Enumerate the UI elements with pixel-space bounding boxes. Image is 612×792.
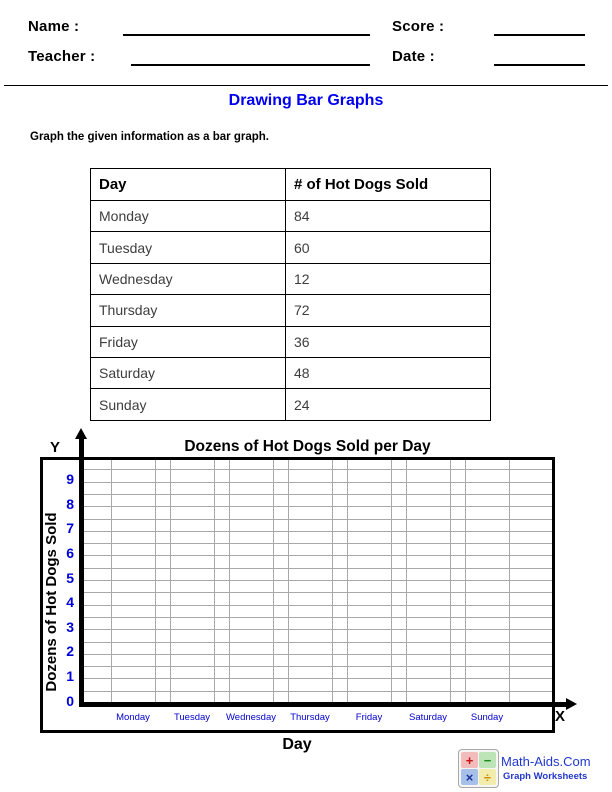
x-axis-title: Day: [282, 736, 312, 753]
day-cell: Saturday: [91, 357, 286, 388]
x-category-label: Saturday: [408, 712, 448, 723]
y-tick-label: 4: [66, 594, 74, 611]
score-label: Score :: [392, 18, 445, 35]
gridline-horizontal: [84, 629, 552, 630]
chart-title: Dozens of Hot Dogs Sold per Day: [184, 438, 431, 455]
gridline-horizontal: [84, 519, 552, 520]
column-header: Day: [91, 169, 286, 201]
y-tick-label: 7: [66, 520, 74, 537]
y-tick-label: 6: [66, 544, 74, 561]
day-cell: Friday: [91, 326, 286, 357]
y-tick-label: 1: [66, 667, 74, 684]
gridline-horizontal: [84, 592, 552, 593]
teacher-label: Teacher :: [28, 48, 96, 65]
gridline-horizontal: [84, 691, 552, 692]
column-header: # of Hot Dogs Sold: [286, 169, 491, 201]
y-tick-label: 9: [66, 471, 74, 488]
y-axis-letter: Y: [50, 439, 61, 456]
value-cell: 48: [286, 357, 491, 388]
gridline-horizontal: [84, 617, 552, 618]
gridline-horizontal: [84, 469, 552, 470]
value-cell: 60: [286, 232, 491, 263]
gridline-horizontal: [84, 568, 552, 569]
gridline-horizontal: [84, 666, 552, 667]
gridline-horizontal: [84, 642, 552, 643]
day-cell: Thursday: [91, 295, 286, 326]
gridline-horizontal: [84, 494, 552, 495]
y-tick-label: 0: [66, 692, 74, 709]
day-cell: Sunday: [91, 389, 286, 420]
plus-icon: +: [461, 752, 478, 768]
x-axis-letter: X: [555, 708, 566, 725]
x-category-label: Wednesday: [226, 712, 276, 723]
day-cell: Tuesday: [91, 232, 286, 263]
gridline-horizontal: [84, 678, 552, 679]
x-category-label: Tuesday: [173, 712, 211, 723]
y-tick-label: 3: [66, 618, 74, 635]
page-title: Drawing Bar Graphs: [228, 92, 384, 109]
x-category-label: Sunday: [470, 712, 504, 723]
x-axis-arrow-icon: [566, 698, 577, 710]
gridline-horizontal: [84, 580, 552, 581]
y-tick-label: 2: [66, 643, 74, 660]
name-label: Name :: [28, 18, 80, 35]
gridline-horizontal: [84, 531, 552, 532]
minus-icon: −: [479, 752, 496, 768]
gridline-horizontal: [84, 482, 552, 483]
gridline-horizontal: [84, 506, 552, 507]
math-aids-logo: [458, 749, 499, 788]
instruction-text: Graph the given information as a bar graph.: [30, 131, 269, 143]
day-cell: Monday: [91, 201, 286, 232]
gridline-horizontal: [84, 605, 552, 606]
y-tick-label: 5: [66, 569, 74, 586]
day-cell: Wednesday: [91, 263, 286, 294]
x-category-label: Thursday: [290, 712, 330, 723]
value-cell: 24: [286, 389, 491, 420]
brand-name: Math-Aids.Com: [501, 754, 591, 769]
brand-tagline: Graph Worksheets: [503, 771, 588, 782]
x-category-label: Friday: [355, 712, 383, 723]
divide-icon: ÷: [479, 769, 496, 785]
gridline-horizontal: [84, 543, 552, 544]
x-axis-line: [79, 702, 567, 707]
value-cell: 72: [286, 295, 491, 326]
value-cell: 84: [286, 201, 491, 232]
date-label: Date :: [392, 48, 435, 65]
y-tick-label: 8: [66, 495, 74, 512]
times-icon: ×: [461, 769, 478, 785]
value-cell: 12: [286, 263, 491, 294]
gridline-horizontal: [84, 654, 552, 655]
x-category-label: Monday: [116, 712, 150, 723]
y-axis-title: Dozens of Hot Dogs Sold: [43, 512, 60, 692]
value-cell: 36: [286, 326, 491, 357]
gridline-horizontal: [84, 555, 552, 556]
y-axis-line: [79, 437, 84, 707]
